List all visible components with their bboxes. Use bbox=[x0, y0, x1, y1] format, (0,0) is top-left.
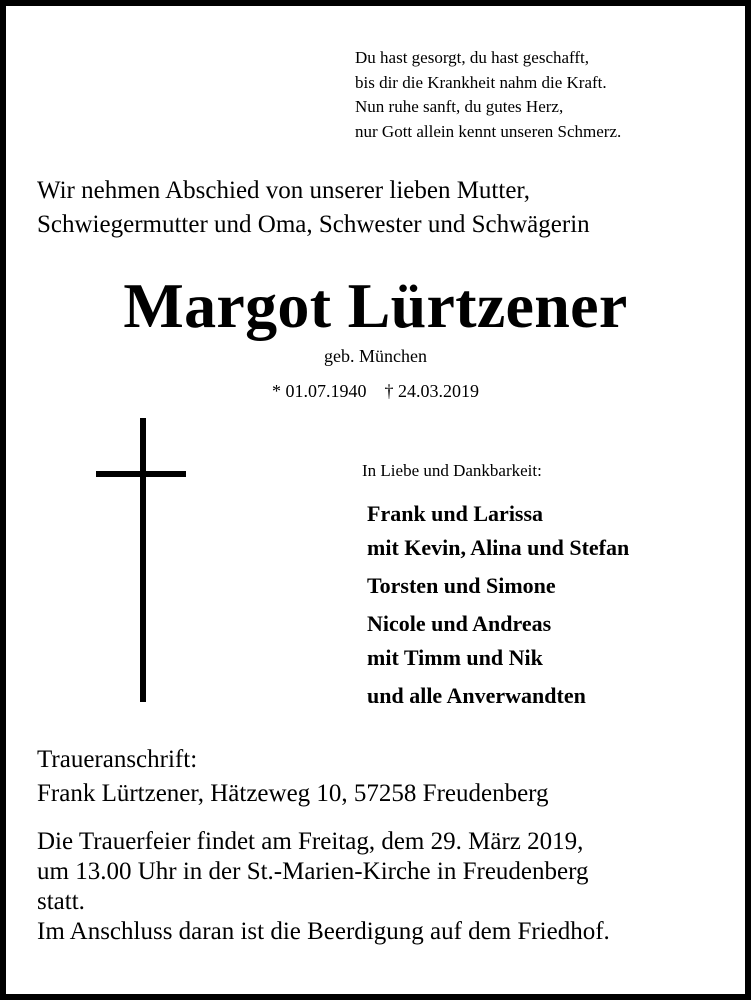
maiden-name: geb. München bbox=[324, 346, 427, 366]
service-line: Die Trauerfeier findet am Freitag, dem 29. März 2019, bbox=[37, 828, 584, 855]
mourners-list bbox=[367, 497, 629, 713]
funeral-service-info bbox=[37, 827, 610, 947]
farewell-intro bbox=[37, 174, 590, 242]
poem-line: nur Gott allein kennt unseren Schmerz. bbox=[355, 121, 622, 141]
poem-line: Du hast gesorgt, du hast geschafft, bbox=[355, 48, 590, 67]
mourner-line: Torsten und Simone bbox=[367, 573, 556, 598]
life-dates bbox=[6, 378, 745, 404]
service-line: Im Anschluss daran ist die Beerdigung auf dem Friedhof. bbox=[37, 918, 610, 945]
birth-date: * 01.07.1940 bbox=[272, 381, 367, 401]
deceased-name: Margot Lürtzener bbox=[123, 270, 628, 341]
mourner-line: mit Kevin, Alina und Stefan bbox=[367, 535, 630, 560]
mourners-heading: In Liebe und Dankbarkeit: bbox=[362, 461, 542, 480]
mourner-line: Nicole und Andreas bbox=[367, 611, 552, 636]
address-label: Traueranschrift: bbox=[37, 746, 198, 773]
mourner-line: und alle Anverwandten bbox=[367, 683, 586, 708]
service-line: um 13.00 Uhr in der St.-Marien-Kirche in Freudenberg bbox=[37, 858, 589, 885]
mourning-address: Frank Lürtzener, Hätzeweg 10, 57258 Freudenberg bbox=[37, 780, 549, 807]
intro-line: Wir nehmen Abschied von unserer lieben Mutter, bbox=[37, 177, 530, 204]
mourner-line: mit Timm und Nik bbox=[367, 645, 543, 670]
mourner-line: Frank und Larissa bbox=[367, 501, 544, 526]
poem-verse bbox=[355, 46, 621, 144]
service-line: statt. bbox=[37, 888, 85, 915]
intro-line: Schwiegermutter und Oma, Schwester und Schwägerin bbox=[37, 211, 590, 238]
death-date: † 24.03.2019 bbox=[384, 381, 479, 401]
cross-icon bbox=[96, 418, 192, 702]
poem-line: Nun ruhe sanft, du gutes Herz, bbox=[355, 97, 564, 116]
poem-line: bis dir die Krankheit nahm die Kraft. bbox=[355, 72, 607, 92]
